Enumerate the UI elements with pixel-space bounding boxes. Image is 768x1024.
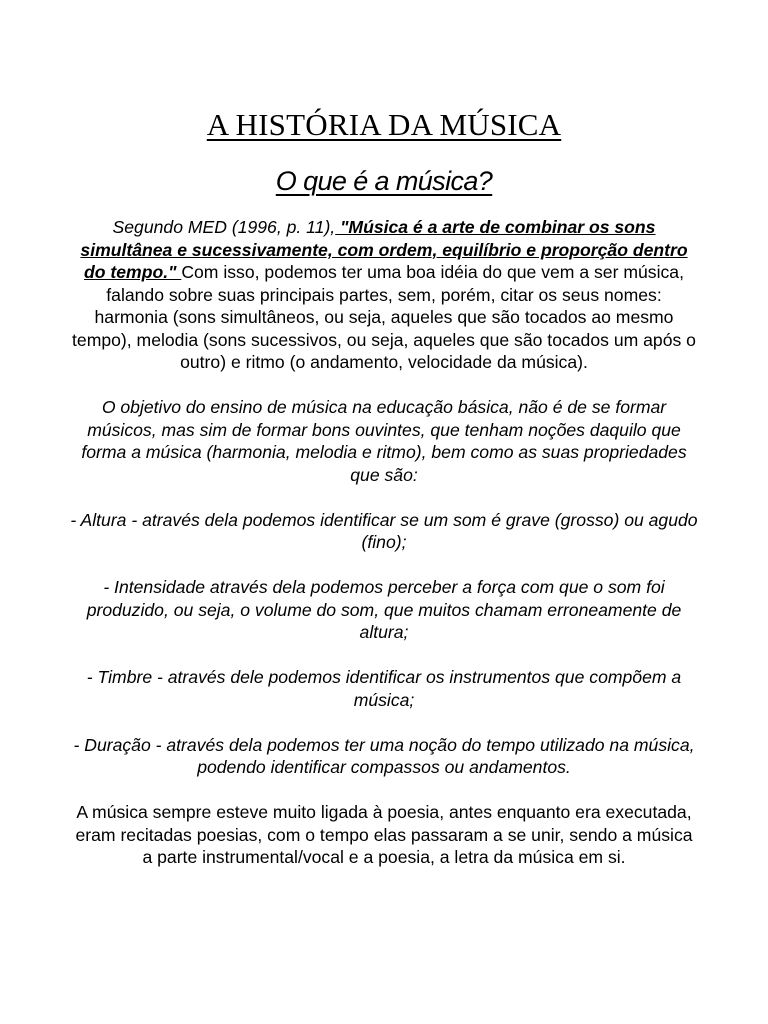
definition-explanation: Com isso, podemos ter uma boa idéia do que vem a ser música, falando sobre suas principais partes, sem, porém, citar os seus nomes: harmonia (sons simultâneos, ou seja, aqueles que são tocados ao mesmo tempo), melodia (sons sucessivos, ou seja, aqueles que são tocados um após o outro) e ritmo (o andamento, velocidade da música). xyxy=(72,262,696,372)
paragraph-definition xyxy=(70,216,698,374)
property-altura: - Altura - através dela podemos identificar se um som é grave (grosso) ou agudo (fino); xyxy=(70,509,698,552)
citation-lead: Segundo MED (1996, p. 11), xyxy=(112,217,336,237)
document-title: A HISTÓRIA DA MÚSICA xyxy=(206,107,562,142)
property-intensidade: - Intensidade através dela podemos perceber a força com que o som foi produzido, ou seja, o volume do som, que muitos chamam erroneamente de altura; xyxy=(86,577,682,642)
property-duracao: - Duração - através dela podemos ter uma noção do tempo utilizado na música, podendo identificar compassos ou andamentos. xyxy=(73,734,695,777)
definition-quote: "Música é a arte de combinar os sons simultânea e sucessivamente, com ordem, equilíbrio e proporção dentro do tempo." xyxy=(80,217,688,282)
paragraph-poetry: A música sempre esteve muito ligada à poesia, antes enquanto era executada, eram recitadas poesias, com o tempo elas passaram a se unir, sendo a música a parte instrumental/vocal e a poesia, a letra da música em si. xyxy=(75,802,693,867)
document-subtitle: O que é a música? xyxy=(275,166,493,196)
document-page xyxy=(70,105,698,891)
paragraph-objective: O objetivo do ensino de música na educação básica, não é de se formar músicos, mas sim de formar bons ouvintes, que tenham noções daquilo que forma a música (harmonia, melodia e ritmo), bem como as suas propriedades que são: xyxy=(81,397,687,485)
document-body xyxy=(70,216,698,869)
property-timbre: - Timbre - através dele podemos identificar os instrumentos que compõem a música; xyxy=(86,667,682,710)
